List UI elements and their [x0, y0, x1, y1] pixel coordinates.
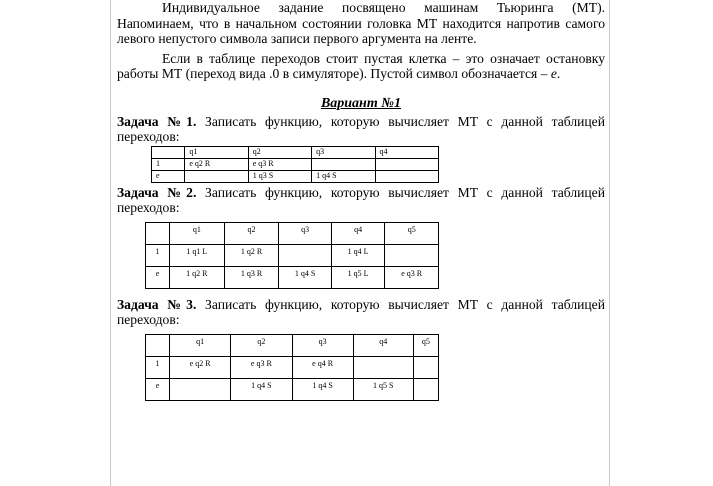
table-row	[152, 158, 439, 170]
table-cell: q3	[292, 334, 353, 356]
table-cell: q3	[312, 146, 375, 158]
intro-p2-end: .	[556, 66, 561, 81]
table-cell	[279, 244, 331, 266]
table-cell: q3	[279, 222, 331, 244]
table-cell	[375, 158, 438, 170]
task-3-heading	[117, 297, 605, 328]
table-cell: e q3 R	[248, 158, 311, 170]
document-page	[110, 0, 610, 486]
table-cell: 1 q4 S	[312, 170, 375, 182]
table-cell: e q4 R	[292, 356, 353, 378]
task-3-label: Задача №3.	[117, 296, 197, 312]
table-cell: e q3 R	[385, 266, 439, 288]
table-cell	[170, 378, 231, 400]
table-cell: q1	[170, 222, 225, 244]
table-cell	[146, 334, 170, 356]
empty-symbol: е	[550, 66, 557, 81]
table-cell	[375, 170, 438, 182]
table-cell: 1 q5 L	[331, 266, 385, 288]
table-row	[146, 266, 439, 288]
page-content	[111, 0, 609, 401]
variant-title: Вариант №1	[320, 95, 402, 111]
table-cell: 1 q4 S	[292, 378, 353, 400]
table-cell: e	[146, 266, 170, 288]
table-cell: e q2 R	[170, 356, 231, 378]
task-2-text: Записать функцию, которую вычисляет МТ с данной таблицей переходов:	[117, 184, 605, 215]
table-cell: 1	[152, 158, 185, 170]
table-header-row	[146, 222, 439, 244]
task-3-text: Записать функцию, которую вычисляет МТ с данной таблицей переходов:	[117, 296, 605, 327]
task-1-text: Записать функцию, которую вычисляет МТ с данной таблицей переходов:	[117, 113, 605, 144]
task-2-table	[145, 222, 439, 289]
table-header-row	[152, 146, 439, 158]
table-cell	[385, 244, 439, 266]
table-cell	[146, 222, 170, 244]
table-cell: q4	[353, 334, 413, 356]
table-cell: 1 q4 S	[279, 266, 331, 288]
task-2-heading	[117, 185, 605, 216]
intro-p2-text: Если в таблице переходов стоит пустая клетка – это означает остановку работы МТ (переход вида .0 в симуляторе). Пустой символ обозначается –	[117, 50, 605, 81]
table-cell: 1 q4 L	[331, 244, 385, 266]
table-cell: q2	[231, 334, 292, 356]
table-row	[152, 170, 439, 182]
table-cell: q5	[413, 334, 438, 356]
table-cell: 1 q3 S	[248, 170, 311, 182]
table-header-row	[146, 334, 439, 356]
table-cell: q4	[375, 146, 438, 158]
table-row	[146, 378, 439, 400]
table-cell	[185, 170, 248, 182]
table-cell: q4	[331, 222, 385, 244]
table-cell	[152, 146, 185, 158]
table-cell: q2	[224, 222, 279, 244]
intro-paragraph-1: Индивидуальное задание посвящено машинам Тьюринга (МТ). Напоминаем, что в начальном состоянии головка МТ находится напротив самого левого непустого символа записи первого аргумента на ленте.	[117, 0, 605, 46]
table-cell: 1 q3 R	[224, 266, 279, 288]
left-margin	[0, 0, 110, 486]
table-cell: q1	[185, 146, 248, 158]
table-cell: 1	[146, 244, 170, 266]
task-2-label: Задача №2.	[117, 184, 197, 200]
task-3-table	[145, 334, 439, 401]
table-row	[146, 356, 439, 378]
task-1-table	[151, 146, 439, 183]
table-cell: 1 q5 S	[353, 378, 413, 400]
table-cell: 1 q2 R	[170, 266, 225, 288]
table-cell: 1	[146, 356, 170, 378]
task-1-label: Задача №1.	[117, 113, 197, 129]
table-cell	[413, 378, 438, 400]
table-cell: 1 q4 S	[231, 378, 292, 400]
table-cell: e	[146, 378, 170, 400]
table-cell: q1	[170, 334, 231, 356]
table-cell: e	[152, 170, 185, 182]
table-cell: 1 q2 R	[224, 244, 279, 266]
table-row	[146, 244, 439, 266]
intro-paragraph-2	[117, 51, 605, 82]
table-cell: q5	[385, 222, 439, 244]
table-cell	[312, 158, 375, 170]
table-cell	[413, 356, 438, 378]
table-cell: e q3 R	[231, 356, 292, 378]
table-cell: e q2 R	[185, 158, 248, 170]
task-1-heading	[117, 114, 605, 145]
table-cell	[353, 356, 413, 378]
table-cell: 1 q1 L	[170, 244, 225, 266]
table-cell: q2	[248, 146, 311, 158]
